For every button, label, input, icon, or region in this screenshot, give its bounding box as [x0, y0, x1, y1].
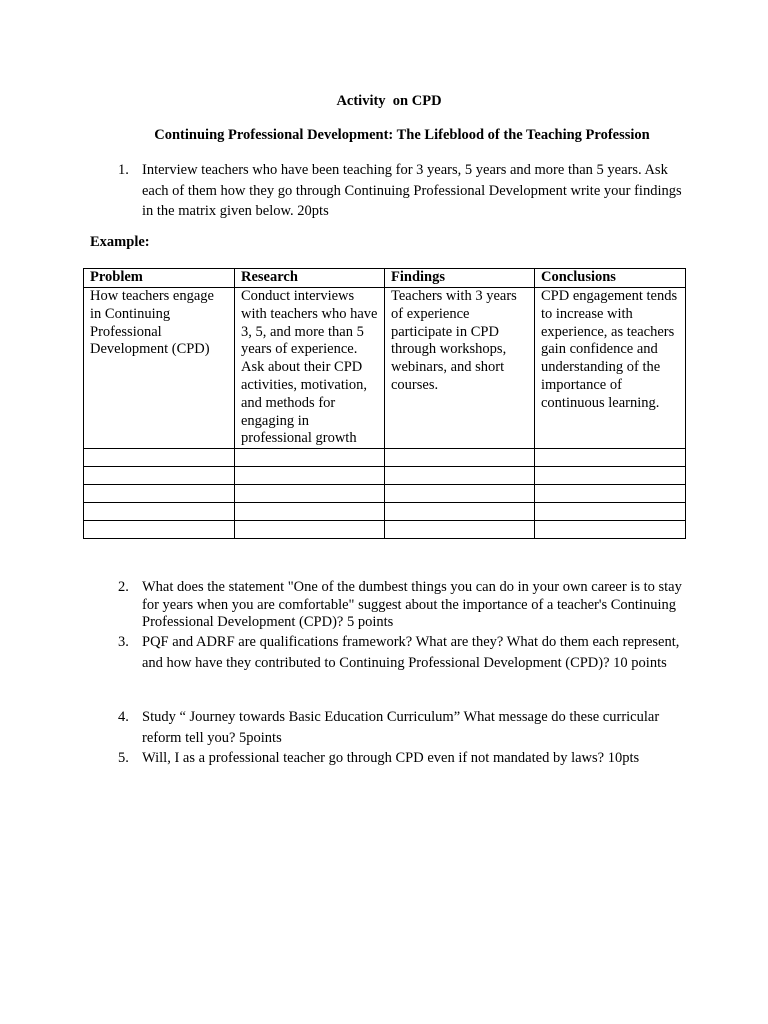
empty-cell[interactable]	[235, 503, 385, 521]
header-research: Research	[235, 269, 385, 288]
empty-row	[84, 503, 686, 521]
question-2-number: 2.	[118, 579, 129, 595]
empty-cell[interactable]	[84, 449, 235, 467]
empty-cell[interactable]	[385, 449, 535, 467]
empty-cell[interactable]	[84, 467, 235, 485]
question-5-text: Will, I as a professional teacher go through CPD even if not mandated by laws? 10pts	[142, 750, 640, 766]
header-conclusions: Conclusions	[535, 269, 686, 288]
empty-cell[interactable]	[385, 467, 535, 485]
cell-findings: Teachers with 3 years of experience participate in CPD through workshops, webinars, and short courses.	[385, 288, 535, 449]
empty-cell[interactable]	[84, 503, 235, 521]
cell-research: Conduct interviews with teachers who have 3, 5, and more than 5 years of experience. Ask about their CPD activities, motivation, and methods for engaging in professional growth	[235, 288, 385, 449]
empty-cell[interactable]	[535, 449, 686, 467]
empty-cell[interactable]	[235, 521, 385, 539]
empty-row	[84, 467, 686, 485]
empty-cell[interactable]	[385, 503, 535, 521]
question-1-text: Interview teachers who have been teaching for 3 years, 5 years and more than 5 years. Ask each of them how they go through Continuing Professional Development write your findings in the matrix given below. 20pts	[142, 162, 682, 219]
empty-cell[interactable]	[535, 467, 686, 485]
empty-cell[interactable]	[235, 449, 385, 467]
empty-cell[interactable]	[84, 485, 235, 503]
cell-problem: How teachers engage in Continuing Professional Development (CPD)	[84, 288, 235, 449]
example-row	[84, 288, 686, 449]
empty-row	[84, 485, 686, 503]
question-3-text: PQF and ADRF are qualifications framework? What are they? What do them each represent, and how have they contributed to Continuing Professional Development (CPD)? 10 points	[142, 634, 680, 671]
empty-cell[interactable]	[84, 521, 235, 539]
example-label: Example:	[90, 234, 150, 250]
empty-cell[interactable]	[235, 485, 385, 503]
question-4-number: 4.	[118, 709, 129, 725]
findings-matrix-table	[83, 268, 686, 539]
question-4-text: Study “ Journey towards Basic Education Curriculum” What message do these curricular reform tell you? 5points	[142, 709, 660, 746]
table-header-row	[84, 269, 686, 288]
document-subtitle: Continuing Professional Development: The Lifeblood of the Teaching Profession	[154, 127, 650, 143]
empty-cell[interactable]	[535, 521, 686, 539]
header-problem: Problem	[84, 269, 235, 288]
empty-cell[interactable]	[535, 503, 686, 521]
question-3-number: 3.	[118, 634, 129, 650]
empty-row	[84, 521, 686, 539]
cell-conclusions: CPD engagement tends to increase with experience, as teachers gain confidence and understanding of the importance of continuous learning.	[535, 288, 686, 449]
header-findings: Findings	[385, 269, 535, 288]
question-2-text: What does the statement "One of the dumbest things you can do in your own career is to stay for years when you are comfortable" suggest about the importance of a teacher's Continuing Professional Development (CPD)? 5 points	[142, 579, 682, 630]
empty-cell[interactable]	[385, 485, 535, 503]
empty-cell[interactable]	[235, 467, 385, 485]
empty-cell[interactable]	[385, 521, 535, 539]
question-5-number: 5.	[118, 750, 129, 766]
empty-cell[interactable]	[535, 485, 686, 503]
question-1-number: 1.	[118, 162, 129, 178]
document-title: Activity on CPD	[336, 93, 442, 109]
empty-row	[84, 449, 686, 467]
